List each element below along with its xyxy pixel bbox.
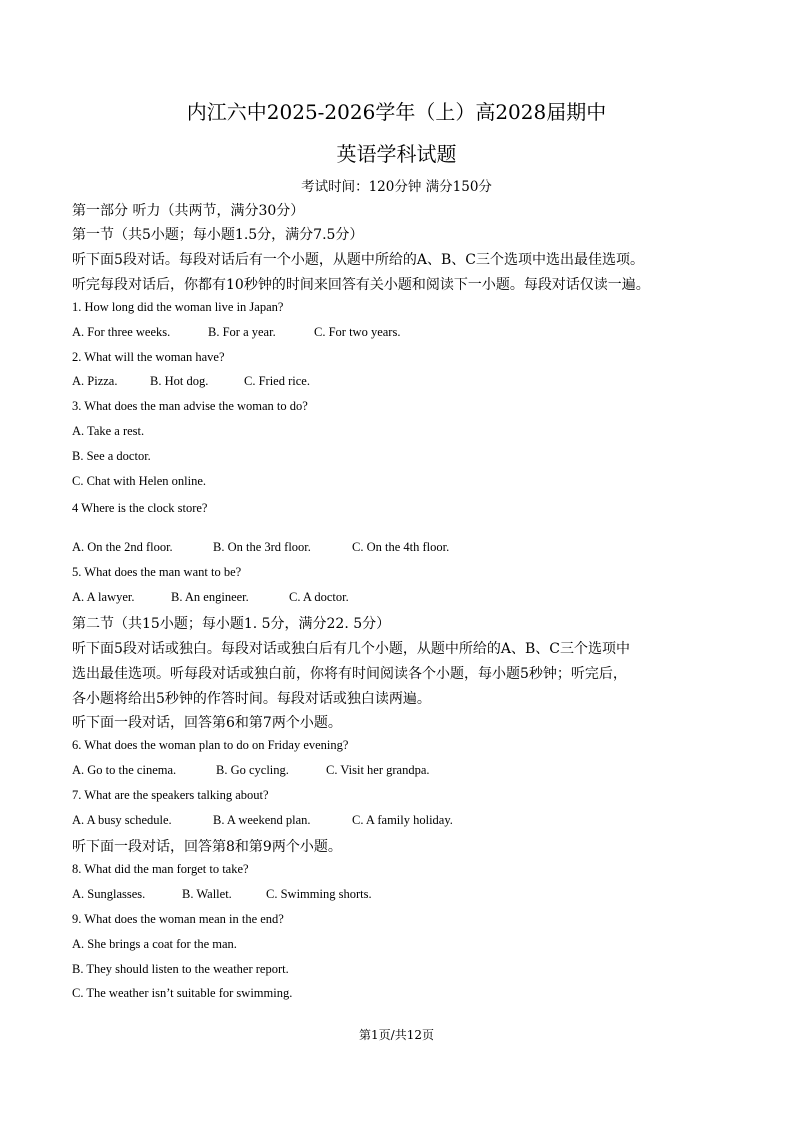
option-c: C. A family holiday. — [352, 813, 453, 827]
exam-title: 内江六中2025-2026学年（上）高2028届期中 — [186, 100, 607, 124]
option-c: C. Swimming shorts. — [266, 887, 372, 901]
section1-heading: 第一节（共5小题；每小题1.5分，满分7.5分） — [72, 227, 364, 243]
option-c: C. On the 4th floor. — [352, 540, 450, 554]
question-2-stem: 2. What will the woman have? — [72, 350, 225, 364]
question-3-option-a: A. Take a rest. — [72, 424, 145, 438]
option-a: A. Go to the cinema. — [72, 763, 177, 777]
option-b: B. A weekend plan. — [213, 813, 311, 827]
question-9-stem: 9. What does the woman mean in the end? — [72, 912, 284, 926]
option-a: A. Sunglasses. — [72, 887, 146, 901]
option-a: A. A lawyer. — [72, 590, 135, 604]
question-4-stem: 4 Where is the clock store? — [72, 501, 208, 515]
page-number: 第1页/共12页 — [359, 1028, 434, 1042]
question-9-option-a: A. She brings a coat for the man. — [72, 937, 237, 951]
option-c: C. Visit her grandpa. — [326, 763, 430, 777]
option-c: C. For two years. — [314, 325, 401, 339]
section2-heading: 第二节（共15小题；每小题1. 5分，满分22. 5分） — [72, 616, 391, 632]
option-b: B. An engineer. — [171, 590, 249, 604]
question-5-options — [72, 590, 349, 605]
option-a: A. Pizza. — [72, 374, 118, 388]
part1-heading: 第一部分 听力（共两节，满分30分） — [72, 203, 305, 219]
dialogue-2-intro: 听下面一段对话，回答第8和第9两个小题。 — [72, 839, 342, 855]
question-9-option-b: B. They should listen to the weather report. — [72, 962, 289, 976]
question-3-option-b: B. See a doctor. — [72, 449, 151, 463]
exam-info: 考试时间：120分钟 满分150分 — [301, 179, 492, 195]
section1-instructions-line1: 听下面5段对话。每段对话后有一个小题，从题中所给的A、B、C三个选项中选出最佳选项。 — [72, 252, 645, 268]
option-b: B. Go cycling. — [216, 763, 289, 777]
question-4-options — [72, 540, 449, 555]
question-9-option-c: C. The weather isn’t suitable for swimming. — [72, 986, 293, 1000]
option-a: A. For three weeks. — [72, 325, 171, 339]
question-6-options — [72, 763, 430, 778]
question-5-stem: 5. What does the man want to be? — [72, 565, 242, 579]
option-b: B. On the 3rd floor. — [213, 540, 311, 554]
section2-instructions-line3: 各小题将给出5秒钟的作答时间。每段对话或独白读两遍。 — [72, 691, 431, 707]
question-3-option-c: C. Chat with Helen online. — [72, 474, 207, 488]
option-a: A. A busy schedule. — [72, 813, 172, 827]
question-8-stem: 8. What did the man forget to take? — [72, 862, 249, 876]
option-c: C. A doctor. — [289, 590, 349, 604]
question-8-options — [72, 887, 372, 902]
question-2-options — [72, 374, 310, 389]
question-7-options — [72, 813, 453, 828]
option-b: B. Wallet. — [182, 887, 232, 901]
option-b: B. Hot dog. — [150, 374, 209, 388]
question-7-stem: 7. What are the speakers talking about? — [72, 788, 269, 802]
question-1-stem: 1. How long did the woman live in Japan? — [72, 300, 284, 314]
question-3-stem: 3. What does the man advise the woman to do? — [72, 399, 308, 413]
question-6-stem: 6. What does the woman plan to do on Friday evening? — [72, 738, 349, 752]
option-a: A. On the 2nd floor. — [72, 540, 173, 554]
dialogue-1-intro: 听下面一段对话，回答第6和第7两个小题。 — [72, 715, 342, 731]
question-1-options — [72, 325, 400, 340]
option-b: B. For a year. — [208, 325, 276, 339]
exam-subtitle: 英语学科试题 — [336, 142, 457, 166]
option-c: C. Fried rice. — [244, 374, 310, 388]
section2-instructions-line2: 选出最佳选项。听每段对话或独白前，你将有时间阅读各个小题，每小题5秒钟；听完后， — [72, 666, 627, 682]
section2-instructions-line1: 听下面5段对话或独白。每段对话或独白后有几个小题，从题中所给的A、B、C三个选项中 — [72, 641, 631, 657]
section1-instructions-line2: 听完每段对话后，你都有10秒钟的时间来回答有关小题和阅读下一小题。每段对话仅读一遍。 — [72, 277, 650, 293]
